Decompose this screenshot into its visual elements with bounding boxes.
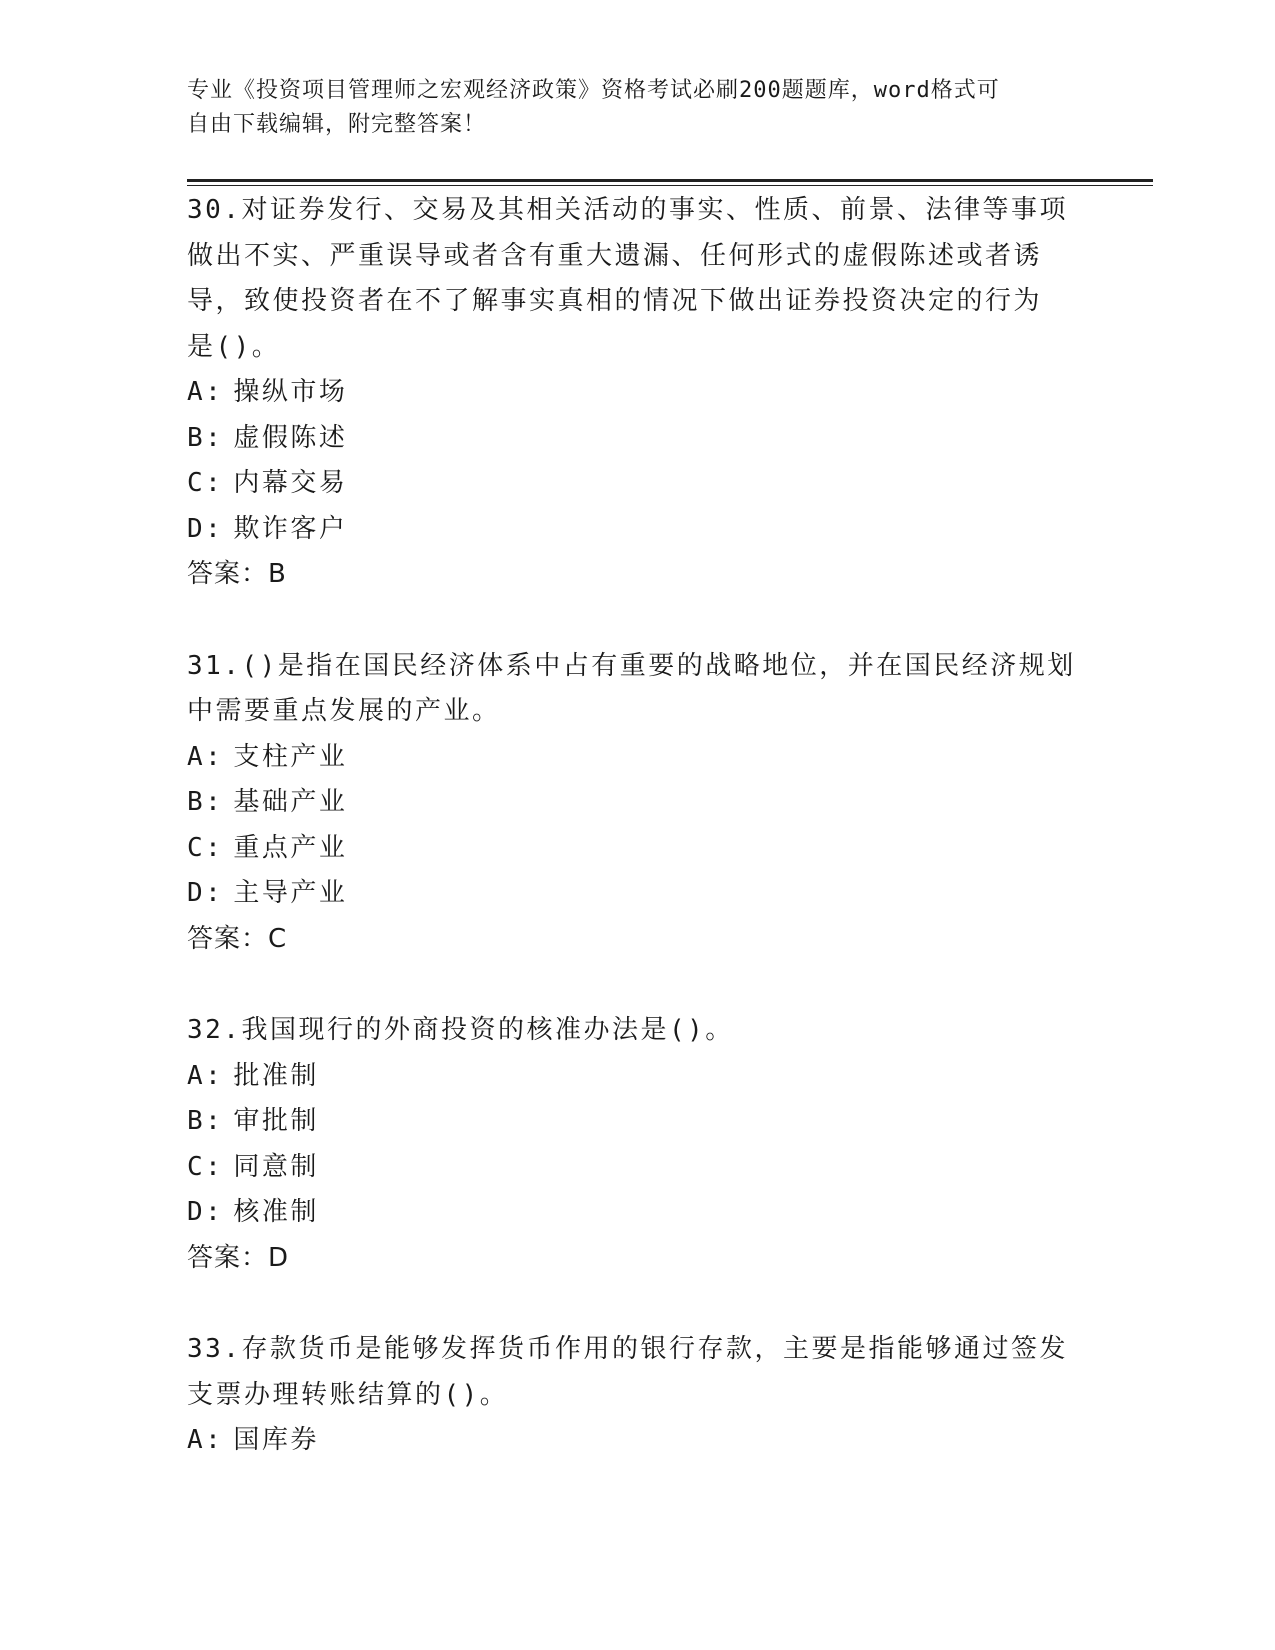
document-header [187, 74, 1067, 142]
option-text: 主导产业 [233, 878, 348, 908]
option-b [187, 416, 1087, 462]
option-b [187, 780, 1087, 826]
option-a [187, 370, 1087, 416]
question-stem-line: 33.存款货币是能够发挥货币作用的银行存款，主要是指能够通过签发 [187, 1334, 1068, 1364]
option-key: B: [187, 787, 224, 817]
option-text: 国库券 [233, 1425, 319, 1455]
option-key: A: [187, 1060, 224, 1091]
question-32 [187, 1008, 1087, 1281]
question-33 [187, 1327, 1087, 1464]
option-key: D: [187, 878, 224, 908]
question-stem-line: 支票办理转账结算的()。 [187, 1379, 509, 1410]
answer: 答案：B [187, 559, 287, 589]
answer: 答案：C [187, 923, 288, 954]
option-text: 虚假陈述 [233, 422, 348, 453]
header-divider-thick [187, 179, 1153, 182]
header-line: 专业《投资项目管理师之宏观经济政策》资格考试必刷200题题库，word格式可 [187, 78, 1000, 103]
option-text: 基础产业 [233, 787, 348, 817]
option-d [187, 1190, 1087, 1236]
question-list [187, 188, 1087, 1510]
option-text: 支柱产业 [233, 741, 348, 772]
option-text: 内幕交易 [233, 468, 348, 498]
option-key: A: [187, 377, 224, 407]
header-divider-thin [187, 185, 1153, 186]
option-key: A: [187, 1425, 224, 1455]
question-stem-line: 32.我国现行的外商投资的核准办法是()。 [187, 1015, 734, 1045]
option-d [187, 507, 1087, 553]
question-stem-line: 是()。 [187, 331, 281, 362]
option-text: 操纵市场 [233, 377, 348, 407]
option-c [187, 1145, 1087, 1191]
option-key: A: [187, 741, 224, 772]
option-key: C: [187, 832, 224, 863]
option-a [187, 1418, 1087, 1464]
question-31 [187, 644, 1087, 963]
option-key: C: [187, 1151, 224, 1182]
option-text: 审批制 [233, 1106, 319, 1136]
question-stem-line: 做出不实、严重误导或者含有重大遗漏、任何形式的虚假陈述或者诱 [187, 240, 1043, 271]
option-key: C: [187, 468, 224, 498]
option-key: D: [187, 1197, 224, 1227]
question-stem-line: 中需要重点发展的产业。 [187, 696, 501, 726]
option-text: 欺诈客户 [233, 513, 348, 544]
option-key: D: [187, 513, 224, 544]
question-stem-line: 31.()是指在国民经济体系中占有重要的战略地位，并在国民经济规划 [187, 650, 1076, 681]
option-c [187, 461, 1087, 507]
option-b [187, 1099, 1087, 1145]
option-text: 重点产业 [233, 832, 348, 863]
option-key: B: [187, 422, 224, 453]
option-text: 批准制 [233, 1060, 319, 1091]
header-line: 自由下载编辑，附完整答案！ [187, 112, 487, 137]
question-stem-line: 30.对证券发行、交易及其相关活动的事实、性质、前景、法律等事项 [187, 195, 1068, 225]
answer: 答案：D [187, 1242, 290, 1273]
option-a [187, 1054, 1087, 1100]
option-a [187, 735, 1087, 781]
option-text: 同意制 [233, 1151, 319, 1182]
option-c [187, 826, 1087, 872]
option-d [187, 871, 1087, 917]
question-30 [187, 188, 1087, 598]
question-stem-line: 导，致使投资者在不了解事实真相的情况下做出证券投资决定的行为 [187, 286, 1043, 316]
option-text: 核准制 [233, 1197, 319, 1227]
option-key: B: [187, 1106, 224, 1136]
